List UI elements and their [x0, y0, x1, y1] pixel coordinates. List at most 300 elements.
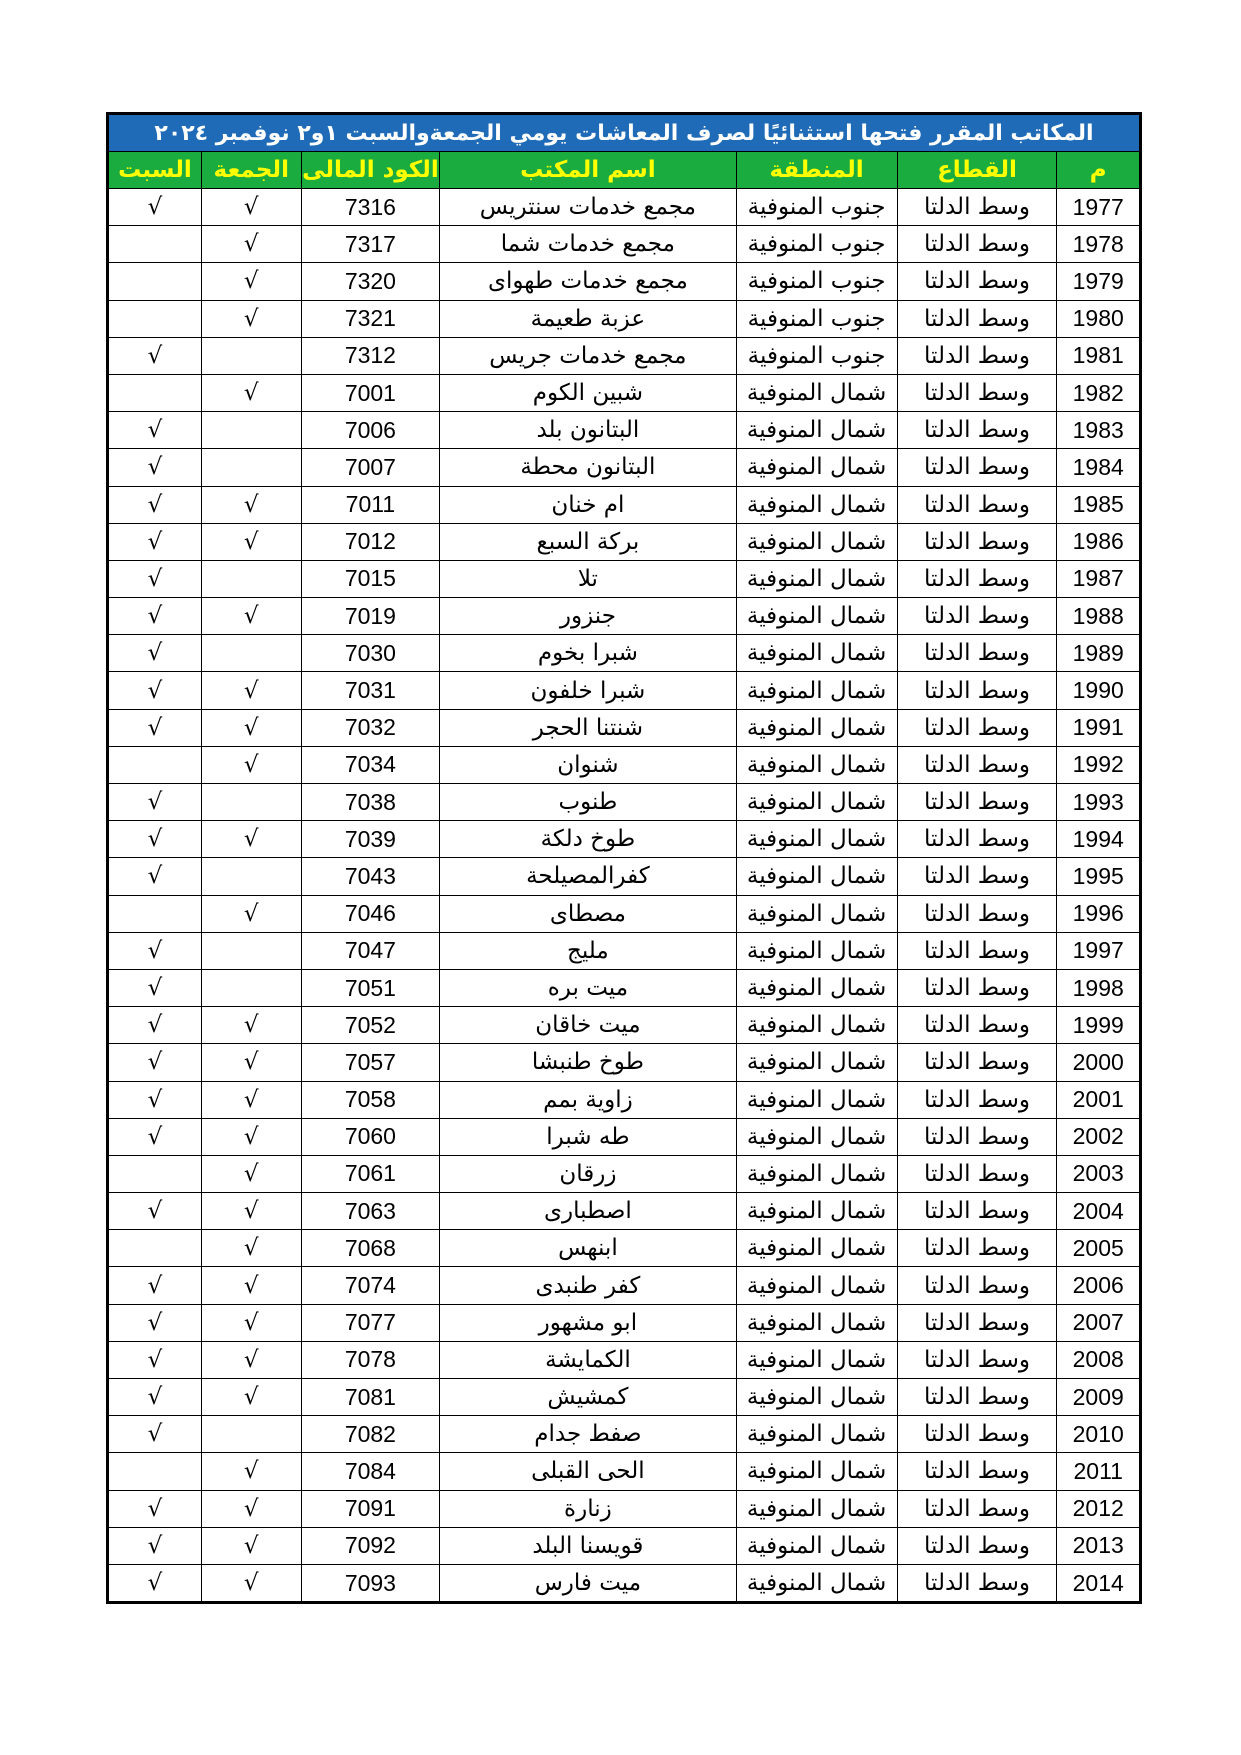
table-row — [108, 486, 1141, 523]
cell-office: شبين الكوم — [440, 374, 736, 411]
cell-code: 7052 — [301, 1007, 440, 1044]
cell-sector: وسط الدلتا — [897, 1230, 1057, 1267]
header-row — [108, 152, 1141, 189]
table-row — [108, 821, 1141, 858]
cell-sector: وسط الدلتا — [897, 300, 1057, 337]
cell-friday-check: √ — [201, 709, 301, 746]
cell-region: شمال المنوفية — [736, 1044, 897, 1081]
table-row — [108, 1044, 1141, 1081]
cell-friday-check: √ — [201, 1379, 301, 1416]
cell-num: 1990 — [1057, 672, 1141, 709]
cell-region: شمال المنوفية — [736, 486, 897, 523]
cell-region: شمال المنوفية — [736, 412, 897, 449]
cell-region: جنوب المنوفية — [736, 189, 897, 226]
cell-sector: وسط الدلتا — [897, 523, 1057, 560]
cell-office: ابو مشهور — [440, 1304, 736, 1341]
cell-saturday-check — [108, 300, 202, 337]
cell-region: شمال المنوفية — [736, 560, 897, 597]
cell-num: 1978 — [1057, 226, 1141, 263]
cell-code: 7060 — [301, 1118, 440, 1155]
cell-region: شمال المنوفية — [736, 1081, 897, 1118]
table-row — [108, 1416, 1141, 1453]
cell-num: 1991 — [1057, 709, 1141, 746]
cell-saturday-check — [108, 226, 202, 263]
cell-sector: وسط الدلتا — [897, 672, 1057, 709]
cell-saturday-check: √ — [108, 1118, 202, 1155]
cell-saturday-check: √ — [108, 1007, 202, 1044]
cell-friday-check: √ — [201, 486, 301, 523]
table-row — [108, 412, 1141, 449]
cell-friday-check — [201, 784, 301, 821]
cell-office: عزبة طعيمة — [440, 300, 736, 337]
cell-code: 7011 — [301, 486, 440, 523]
cell-office: طه شبرا — [440, 1118, 736, 1155]
cell-region: شمال المنوفية — [736, 746, 897, 783]
table-row — [108, 709, 1141, 746]
cell-saturday-check: √ — [108, 337, 202, 374]
cell-saturday-check: √ — [108, 1490, 202, 1527]
cell-friday-check: √ — [201, 746, 301, 783]
cell-friday-check — [201, 449, 301, 486]
cell-code: 7091 — [301, 1490, 440, 1527]
cell-region: شمال المنوفية — [736, 1527, 897, 1564]
page-title: المكاتب المقرر فتحها استثنائيًا لصرف المعاشات يومي الجمعةوالسبت ١و٢ نوفمبر ٢٠٢٤ — [108, 114, 1141, 152]
cell-office: زاوية بمم — [440, 1081, 736, 1118]
cell-region: شمال المنوفية — [736, 1564, 897, 1602]
table-row — [108, 1081, 1141, 1118]
cell-code: 7007 — [301, 449, 440, 486]
cell-sector: وسط الدلتا — [897, 598, 1057, 635]
cell-code: 7001 — [301, 374, 440, 411]
cell-num: 1983 — [1057, 412, 1141, 449]
cell-friday-check: √ — [201, 1155, 301, 1192]
cell-sector: وسط الدلتا — [897, 449, 1057, 486]
cell-office: البتانون محطة — [440, 449, 736, 486]
cell-office: ميت بره — [440, 969, 736, 1006]
cell-code: 7043 — [301, 858, 440, 895]
table-row — [108, 189, 1141, 226]
cell-saturday-check — [108, 374, 202, 411]
cell-friday-check: √ — [201, 1490, 301, 1527]
cell-code: 7317 — [301, 226, 440, 263]
cell-office: طوخ دلكة — [440, 821, 736, 858]
cell-code: 7006 — [301, 412, 440, 449]
cell-sector: وسط الدلتا — [897, 412, 1057, 449]
cell-sector: وسط الدلتا — [897, 1416, 1057, 1453]
cell-saturday-check: √ — [108, 449, 202, 486]
cell-region: جنوب المنوفية — [736, 263, 897, 300]
cell-num: 2002 — [1057, 1118, 1141, 1155]
cell-sector: وسط الدلتا — [897, 1267, 1057, 1304]
cell-sector: وسط الدلتا — [897, 374, 1057, 411]
table-row — [108, 895, 1141, 932]
cell-saturday-check: √ — [108, 523, 202, 560]
cell-code: 7032 — [301, 709, 440, 746]
cell-sector: وسط الدلتا — [897, 1155, 1057, 1192]
table-row — [108, 374, 1141, 411]
cell-sector: وسط الدلتا — [897, 560, 1057, 597]
cell-saturday-check: √ — [108, 1193, 202, 1230]
cell-saturday-check: √ — [108, 1267, 202, 1304]
table-row — [108, 1193, 1141, 1230]
table-row — [108, 226, 1141, 263]
cell-code: 7063 — [301, 1193, 440, 1230]
cell-office: ابنهس — [440, 1230, 736, 1267]
cell-office: مجمع خدمات طهواى — [440, 263, 736, 300]
cell-saturday-check — [108, 263, 202, 300]
cell-office: قويسنا البلد — [440, 1527, 736, 1564]
cell-friday-check — [201, 969, 301, 1006]
cell-sector: وسط الدلتا — [897, 1564, 1057, 1602]
cell-region: شمال المنوفية — [736, 1230, 897, 1267]
cell-region: شمال المنوفية — [736, 1267, 897, 1304]
cell-friday-check — [201, 1416, 301, 1453]
cell-friday-check: √ — [201, 1453, 301, 1490]
cell-office: اصطبارى — [440, 1193, 736, 1230]
cell-saturday-check: √ — [108, 1304, 202, 1341]
cell-saturday-check: √ — [108, 1081, 202, 1118]
cell-friday-check — [201, 858, 301, 895]
cell-saturday-check: √ — [108, 1527, 202, 1564]
cell-office: ميت خاقان — [440, 1007, 736, 1044]
cell-code: 7068 — [301, 1230, 440, 1267]
cell-region: شمال المنوفية — [736, 709, 897, 746]
table-row — [108, 1230, 1141, 1267]
cell-office: شبرا خلفون — [440, 672, 736, 709]
cell-code: 7077 — [301, 1304, 440, 1341]
cell-saturday-check: √ — [108, 1379, 202, 1416]
cell-code: 7019 — [301, 598, 440, 635]
cell-office: مجمع خدمات سنتريس — [440, 189, 736, 226]
cell-num: 1989 — [1057, 635, 1141, 672]
cell-num: 2001 — [1057, 1081, 1141, 1118]
cell-region: شمال المنوفية — [736, 895, 897, 932]
cell-code: 7051 — [301, 969, 440, 1006]
cell-num: 1980 — [1057, 300, 1141, 337]
table-row — [108, 449, 1141, 486]
header-friday: الجمعة — [201, 152, 301, 189]
cell-code: 7012 — [301, 523, 440, 560]
cell-friday-check: √ — [201, 672, 301, 709]
cell-office: بركة السبع — [440, 523, 736, 560]
cell-office: طوخ طنبشا — [440, 1044, 736, 1081]
cell-code: 7081 — [301, 1379, 440, 1416]
table-row — [108, 1118, 1141, 1155]
cell-saturday-check: √ — [108, 1341, 202, 1378]
cell-sector: وسط الدلتا — [897, 337, 1057, 374]
cell-region: شمال المنوفية — [736, 523, 897, 560]
cell-office: شبرا بخوم — [440, 635, 736, 672]
cell-saturday-check — [108, 1155, 202, 1192]
cell-region: شمال المنوفية — [736, 374, 897, 411]
cell-num: 1993 — [1057, 784, 1141, 821]
cell-sector: وسط الدلتا — [897, 1379, 1057, 1416]
cell-office: زرقان — [440, 1155, 736, 1192]
cell-region: شمال المنوفية — [736, 932, 897, 969]
cell-num: 1996 — [1057, 895, 1141, 932]
cell-saturday-check: √ — [108, 189, 202, 226]
cell-saturday-check: √ — [108, 1416, 202, 1453]
cell-office: الكمايشة — [440, 1341, 736, 1378]
cell-saturday-check: √ — [108, 821, 202, 858]
title-row — [108, 114, 1141, 152]
cell-code: 7082 — [301, 1416, 440, 1453]
cell-office: مصطاى — [440, 895, 736, 932]
cell-region: شمال المنوفية — [736, 969, 897, 1006]
cell-saturday-check — [108, 895, 202, 932]
cell-saturday-check: √ — [108, 560, 202, 597]
cell-region: شمال المنوفية — [736, 1453, 897, 1490]
table-row — [108, 1267, 1141, 1304]
cell-friday-check: √ — [201, 1007, 301, 1044]
cell-saturday-check: √ — [108, 635, 202, 672]
table-row — [108, 1490, 1141, 1527]
cell-region: شمال المنوفية — [736, 1304, 897, 1341]
cell-sector: وسط الدلتا — [897, 1044, 1057, 1081]
cell-office: صفط جدام — [440, 1416, 736, 1453]
cell-saturday-check: √ — [108, 672, 202, 709]
table-row — [108, 1155, 1141, 1192]
cell-office: مجمع خدمات شما — [440, 226, 736, 263]
table-row — [108, 1453, 1141, 1490]
header-num: م — [1057, 152, 1141, 189]
cell-num: 1998 — [1057, 969, 1141, 1006]
cell-num: 1984 — [1057, 449, 1141, 486]
cell-saturday-check — [108, 1230, 202, 1267]
table-row — [108, 523, 1141, 560]
cell-sector: وسط الدلتا — [897, 263, 1057, 300]
table-row — [108, 1304, 1141, 1341]
cell-sector: وسط الدلتا — [897, 1341, 1057, 1378]
cell-friday-check — [201, 635, 301, 672]
cell-sector: وسط الدلتا — [897, 746, 1057, 783]
cell-sector: وسط الدلتا — [897, 189, 1057, 226]
cell-friday-check — [201, 337, 301, 374]
cell-region: شمال المنوفية — [736, 1379, 897, 1416]
cell-saturday-check: √ — [108, 1044, 202, 1081]
cell-office: ميت فارس — [440, 1564, 736, 1602]
table-row — [108, 1379, 1141, 1416]
cell-office: شنوان — [440, 746, 736, 783]
cell-sector: وسط الدلتا — [897, 1007, 1057, 1044]
cell-region: شمال المنوفية — [736, 821, 897, 858]
cell-saturday-check: √ — [108, 858, 202, 895]
table-row — [108, 635, 1141, 672]
cell-office: الحى القبلى — [440, 1453, 736, 1490]
cell-saturday-check: √ — [108, 932, 202, 969]
cell-saturday-check: √ — [108, 784, 202, 821]
table-row — [108, 746, 1141, 783]
cell-office: طنوب — [440, 784, 736, 821]
table-row — [108, 784, 1141, 821]
cell-saturday-check — [108, 746, 202, 783]
cell-region: جنوب المنوفية — [736, 226, 897, 263]
cell-code: 7034 — [301, 746, 440, 783]
cell-region: شمال المنوفية — [736, 1416, 897, 1453]
cell-friday-check: √ — [201, 821, 301, 858]
cell-code: 7093 — [301, 1564, 440, 1602]
cell-code: 7057 — [301, 1044, 440, 1081]
cell-region: شمال المنوفية — [736, 1007, 897, 1044]
cell-office: ام خنان — [440, 486, 736, 523]
cell-friday-check: √ — [201, 598, 301, 635]
cell-sector: وسط الدلتا — [897, 1527, 1057, 1564]
cell-friday-check: √ — [201, 1044, 301, 1081]
cell-sector: وسط الدلتا — [897, 821, 1057, 858]
cell-region: جنوب المنوفية — [736, 337, 897, 374]
cell-office: البتانون بلد — [440, 412, 736, 449]
cell-code: 7320 — [301, 263, 440, 300]
header-code: الكود المالى — [301, 152, 440, 189]
cell-office: زنارة — [440, 1490, 736, 1527]
header-office: اسم المكتب — [440, 152, 736, 189]
table-row — [108, 263, 1141, 300]
cell-sector: وسط الدلتا — [897, 1453, 1057, 1490]
cell-friday-check: √ — [201, 1527, 301, 1564]
cell-friday-check: √ — [201, 895, 301, 932]
cell-office: تلا — [440, 560, 736, 597]
header-region: المنطقة — [736, 152, 897, 189]
cell-sector: وسط الدلتا — [897, 969, 1057, 1006]
table-row — [108, 1564, 1141, 1602]
cell-friday-check: √ — [201, 263, 301, 300]
table-row — [108, 969, 1141, 1006]
cell-region: شمال المنوفية — [736, 1118, 897, 1155]
header-saturday: السبت — [108, 152, 202, 189]
cell-num: 2013 — [1057, 1527, 1141, 1564]
table-row — [108, 932, 1141, 969]
cell-num: 1997 — [1057, 932, 1141, 969]
cell-num: 1987 — [1057, 560, 1141, 597]
cell-saturday-check: √ — [108, 709, 202, 746]
table-row — [108, 1341, 1141, 1378]
cell-num: 2009 — [1057, 1379, 1141, 1416]
cell-num: 1977 — [1057, 189, 1141, 226]
cell-num: 1986 — [1057, 523, 1141, 560]
cell-friday-check: √ — [201, 1267, 301, 1304]
cell-friday-check — [201, 560, 301, 597]
cell-num: 2005 — [1057, 1230, 1141, 1267]
cell-sector: وسط الدلتا — [897, 1490, 1057, 1527]
cell-friday-check: √ — [201, 1230, 301, 1267]
cell-sector: وسط الدلتا — [897, 932, 1057, 969]
cell-num: 2012 — [1057, 1490, 1141, 1527]
cell-code: 7047 — [301, 932, 440, 969]
cell-code: 7078 — [301, 1341, 440, 1378]
cell-num: 1981 — [1057, 337, 1141, 374]
cell-sector: وسط الدلتا — [897, 1118, 1057, 1155]
cell-code: 7312 — [301, 337, 440, 374]
cell-code: 7092 — [301, 1527, 440, 1564]
cell-friday-check: √ — [201, 1564, 301, 1602]
cell-office: كفر طنبدى — [440, 1267, 736, 1304]
cell-code: 7046 — [301, 895, 440, 932]
cell-sector: وسط الدلتا — [897, 709, 1057, 746]
cell-friday-check: √ — [201, 523, 301, 560]
cell-num: 1994 — [1057, 821, 1141, 858]
cell-friday-check — [201, 932, 301, 969]
table-row — [108, 858, 1141, 895]
cell-code: 7061 — [301, 1155, 440, 1192]
table-row — [108, 598, 1141, 635]
cell-sector: وسط الدلتا — [897, 1304, 1057, 1341]
cell-friday-check: √ — [201, 300, 301, 337]
cell-saturday-check: √ — [108, 969, 202, 1006]
cell-friday-check — [201, 412, 301, 449]
cell-friday-check: √ — [201, 1118, 301, 1155]
cell-code: 7039 — [301, 821, 440, 858]
cell-sector: وسط الدلتا — [897, 1081, 1057, 1118]
cell-friday-check: √ — [201, 1081, 301, 1118]
cell-code: 7058 — [301, 1081, 440, 1118]
cell-code: 7084 — [301, 1453, 440, 1490]
cell-num: 1999 — [1057, 1007, 1141, 1044]
cell-num: 2000 — [1057, 1044, 1141, 1081]
table-row — [108, 1007, 1141, 1044]
cell-office: كمشيش — [440, 1379, 736, 1416]
cell-code: 7321 — [301, 300, 440, 337]
cell-code: 7030 — [301, 635, 440, 672]
header-sector: القطاع — [897, 152, 1057, 189]
offices-table — [106, 112, 1142, 1604]
cell-sector: وسط الدلتا — [897, 1193, 1057, 1230]
cell-region: شمال المنوفية — [736, 598, 897, 635]
cell-code: 7038 — [301, 784, 440, 821]
cell-num: 2008 — [1057, 1341, 1141, 1378]
table-row — [108, 1527, 1141, 1564]
cell-saturday-check: √ — [108, 412, 202, 449]
cell-region: شمال المنوفية — [736, 635, 897, 672]
cell-region: شمال المنوفية — [736, 858, 897, 895]
cell-saturday-check: √ — [108, 598, 202, 635]
cell-num: 1982 — [1057, 374, 1141, 411]
cell-friday-check: √ — [201, 1304, 301, 1341]
cell-num: 1988 — [1057, 598, 1141, 635]
cell-num: 1985 — [1057, 486, 1141, 523]
table-row — [108, 337, 1141, 374]
table-row — [108, 300, 1141, 337]
cell-region: شمال المنوفية — [736, 449, 897, 486]
cell-sector: وسط الدلتا — [897, 635, 1057, 672]
table-row — [108, 672, 1141, 709]
cell-region: جنوب المنوفية — [736, 300, 897, 337]
cell-saturday-check — [108, 1453, 202, 1490]
cell-code: 7316 — [301, 189, 440, 226]
cell-num: 2004 — [1057, 1193, 1141, 1230]
cell-region: شمال المنوفية — [736, 1155, 897, 1192]
cell-sector: وسط الدلتا — [897, 858, 1057, 895]
cell-friday-check: √ — [201, 1341, 301, 1378]
cell-num: 1992 — [1057, 746, 1141, 783]
cell-office: جنزور — [440, 598, 736, 635]
cell-friday-check: √ — [201, 1193, 301, 1230]
cell-friday-check: √ — [201, 189, 301, 226]
cell-friday-check: √ — [201, 374, 301, 411]
cell-office: شنتنا الحجر — [440, 709, 736, 746]
cell-region: شمال المنوفية — [736, 1490, 897, 1527]
cell-sector: وسط الدلتا — [897, 486, 1057, 523]
cell-region: شمال المنوفية — [736, 1193, 897, 1230]
cell-office: مليج — [440, 932, 736, 969]
cell-code: 7074 — [301, 1267, 440, 1304]
cell-region: شمال المنوفية — [736, 672, 897, 709]
cell-code: 7031 — [301, 672, 440, 709]
cell-office: مجمع خدمات جريس — [440, 337, 736, 374]
cell-num: 2014 — [1057, 1564, 1141, 1602]
cell-saturday-check: √ — [108, 486, 202, 523]
cell-region: شمال المنوفية — [736, 1341, 897, 1378]
cell-num: 1995 — [1057, 858, 1141, 895]
